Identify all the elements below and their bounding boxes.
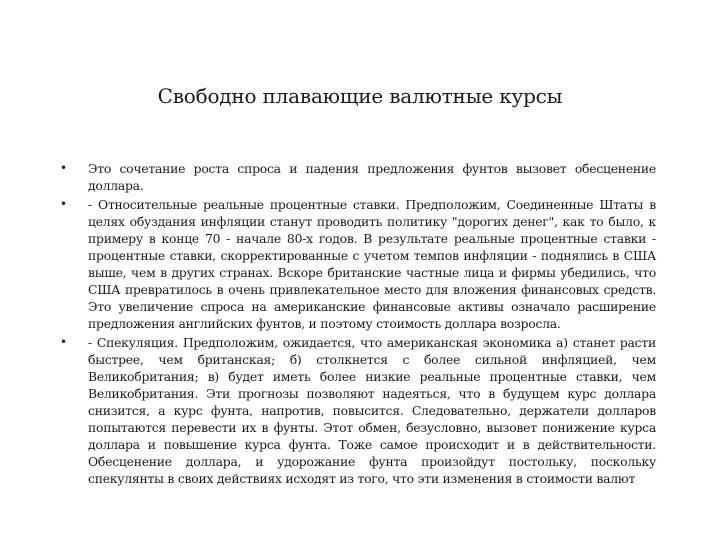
bullet-item — [60, 196, 656, 332]
bullet-dot-icon: • — [60, 197, 67, 211]
bullet-text: - Относительные реальные процентные ставки. Предположим, Соединенные Штаты в целях обуздания инфляции станут проводить политику "дорогих денег", как то было, к примеру в конце 70 - начале 80-х годов. В результате реальные процентные ставки - процентные ставки, скорректированные с учетом темпов инфляции - поднялись в США выше, чем в других странах. Вскоре британские частные лица и фирмы убедились, что США превратилось в очень привлекательное место для вложения финансовых средств. Это увеличение спроса на американские финансовые активы означало расширение предложения английских фунтов, и поэтому стоимость доллара возросла. — [88, 197, 656, 331]
bullet-list — [60, 160, 656, 489]
bullet-item — [60, 160, 656, 194]
bullet-dot-icon: • — [60, 335, 67, 349]
bullet-dot-icon: • — [60, 161, 67, 175]
bullet-text: - Спекуляция. Предположим, ожидается, что американская экономика а) станет расти быстрее, чем британская; б) столкнется с более сильной инфляцией, чем Великобритания; в) будет иметь более низкие реальные процентные ставки, чем Великобритания. Эти прогнозы позволяют надеяться, что в будущем курс доллара снизится, а курс фунта, напротив, повысится. Следовательно, держатели долларов попытаются перевести их в фунты. Этот обмен, безусловно, вызовет понижение курса доллара и повышение курса фунта. Тоже самое происходит и в действительности. Обесценение доллара, и удорожание фунта произойдут постольку, поскольку спекулянты в своих действиях исходят из того, что эти изменения в стоимости валют — [88, 335, 656, 486]
bullet-text: Это сочетание роста спроса и падения предложения фунтов вызовет обесценение доллара. — [88, 161, 656, 193]
slide-title: Свободно плавающие валютные курсы — [157, 84, 563, 108]
bullet-item — [60, 334, 656, 487]
